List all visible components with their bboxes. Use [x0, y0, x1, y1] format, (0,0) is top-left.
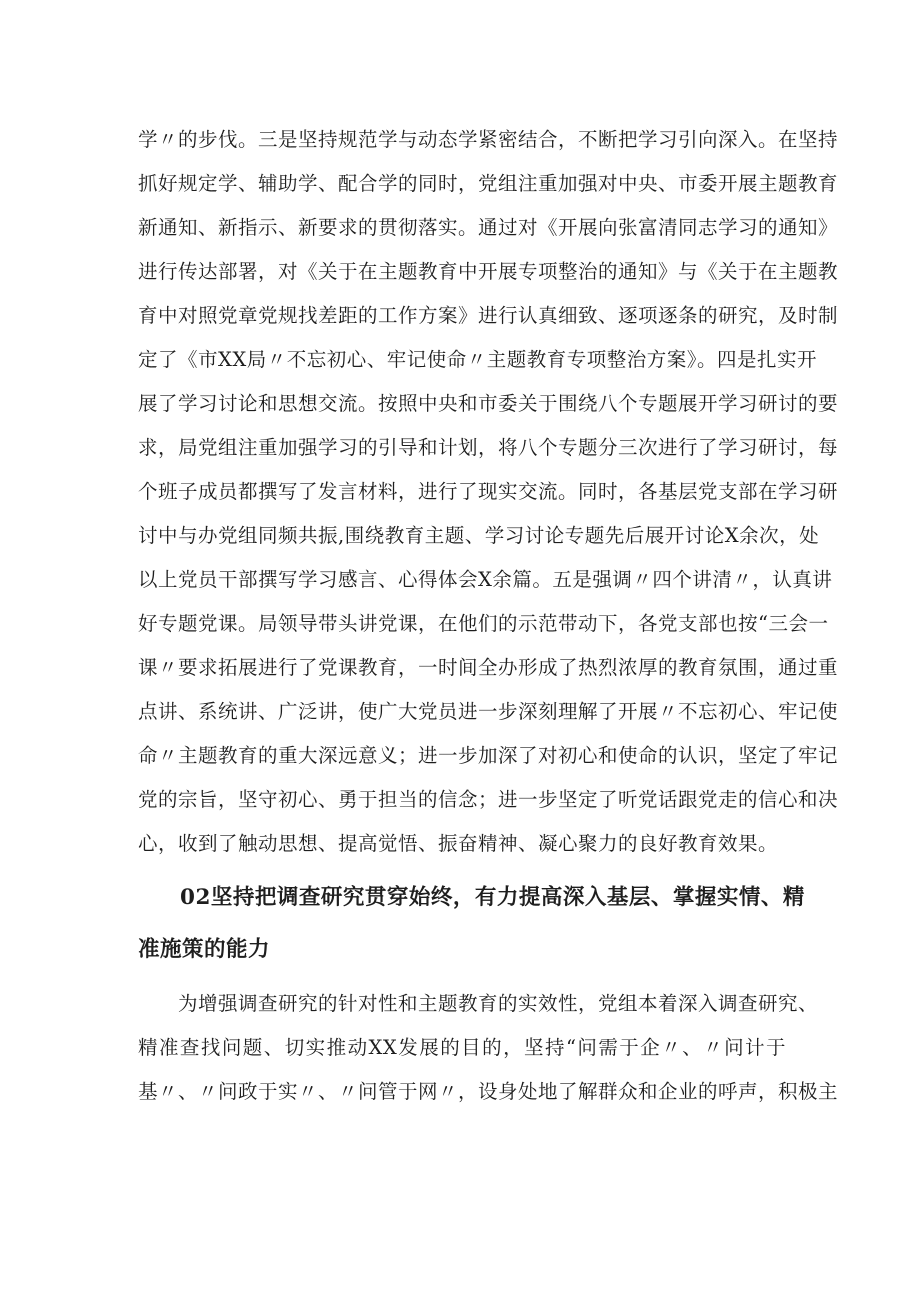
text-line: 进行传达部署，对《关于在主题教育中开展专项整治的通知》与《关于在主题教 [138, 260, 839, 283]
text-line: 为增强调查研究的针对性和主题教育的实效性，党组本着深入调查研究、 [178, 992, 819, 1015]
text-line: 基〃、〃问政于实〃、〃问管于网〃，设身处地了解群众和企业的呼声，积极主 [138, 1080, 839, 1103]
section-heading [138, 872, 805, 976]
body-paragraph [138, 118, 839, 866]
text-line: 展了学习讨论和思想交流。按照中央和市委关于围绕八个专题展开学习研讨的要 [138, 392, 839, 415]
text-line: 育中对照党章党规找差距的工作方案》进行认真细致、逐项逐条的研究，及时制 [138, 304, 839, 327]
heading-line: 准施策的能力 [138, 937, 271, 962]
text-line: 精准查找问题、切实推动XX发展的目的，坚持“问需于企〃、〃问计于 [138, 1036, 786, 1059]
text-line: 心，收到了触动思想、提高觉悟、振奋精神、凝心聚力的良好教育效果。 [138, 832, 779, 855]
text-line: 课〃要求拓展进行了党课教育，一时间全办形成了热烈浓厚的教育氛围，通过重 [138, 656, 839, 679]
section-paragraph [138, 982, 839, 1114]
text-line: 讨中与办党组同频共振,围绕教育主题、学习讨论专题先后展开讨论X余次，处 [138, 524, 820, 547]
text-line: 学〃的步伐。三是坚持规范学与动态学紧密结合，不断把学习引向深入。在坚持 [138, 128, 839, 151]
text-line: 定了《市XX局〃不忘初心、牢记使命〃主题教育专项整治方案》。四是扎实开 [138, 348, 818, 371]
text-line: 点讲、系统讲、广泛讲，使广大党员进一步深刻理解了开展〃不忘初心、牢记使 [138, 700, 839, 723]
text-line: 好专题党课。局领导带头讲党课，在他们的示范带动下，各党支部也按“三会一 [138, 612, 829, 635]
text-line: 以上党员干部撰写学习感言、心得体会X余篇。五是强调〃四个讲清〃，认真讲 [138, 568, 833, 591]
text-line: 求，局党组注重加强学习的引导和计划，将八个专题分三次进行了学习研讨，每 [138, 436, 839, 459]
text-line: 命〃主题教育的重大深远意义；进一步加深了对初心和使命的认识，坚定了牢记 [138, 744, 839, 767]
text-line: 抓好规定学、辅助学、配合学的同时，党组注重加强对中央、市委开展主题教育 [138, 172, 839, 195]
heading-line: 02坚持把调查研究贯穿始终，有力提高深入基层、掌握实情、精 [180, 885, 805, 910]
text-line: 个班子成员都撰写了发言材料，进行了现实交流。同时，各基层党支部在学习研 [138, 480, 839, 503]
text-line: 党的宗旨，坚守初心、勇于担当的信念；进一步坚定了听党话跟党走的信心和决 [138, 788, 839, 811]
text-line: 新通知、新指示、新要求的贯彻落实。通过对《开展向张富清同志学习的通知》 [138, 216, 839, 239]
